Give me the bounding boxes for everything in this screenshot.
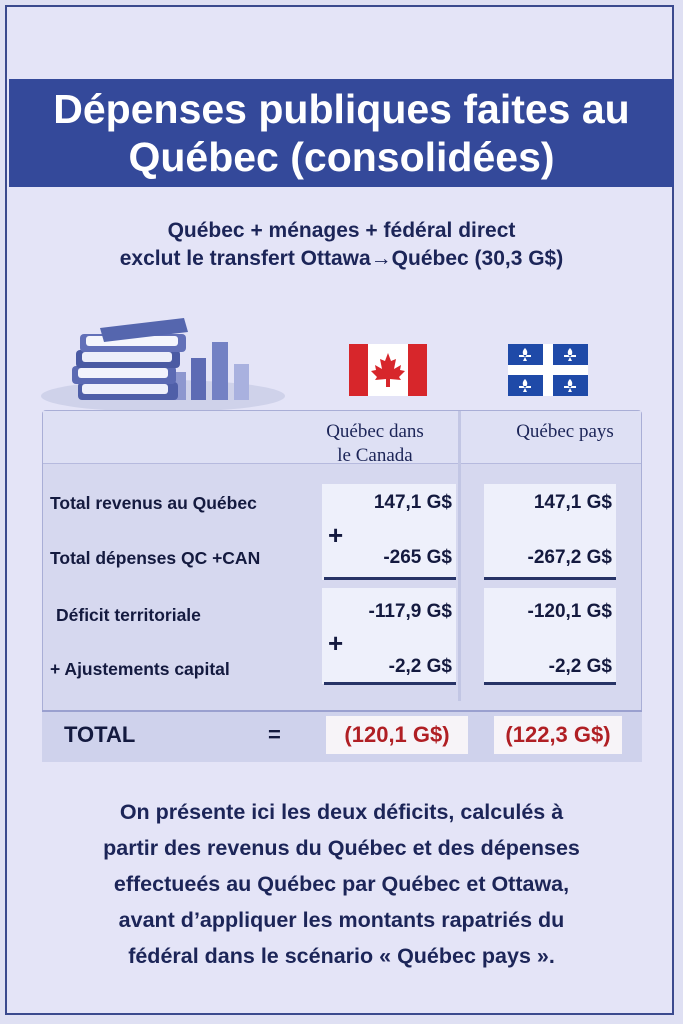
value-ajustements-pays: -2,2 G$ <box>548 656 612 677</box>
footer-note: On présente ici les deux déficits, calculés à partir des revenus du Québec et des dépenses effectueés au Québec par Québec et Ottawa, avant d’appliquer les montants rapatriés du fédéral dans le scénario « Québec pays ». <box>103 800 580 968</box>
row-label-revenus: Total revenus au Québec <box>50 493 257 513</box>
books-stack-icon <box>38 310 288 420</box>
value-depenses-pays: -267,2 G$ <box>527 547 612 568</box>
value-revenus-canada: 147,1 G$ <box>373 492 452 513</box>
column-header-quebec-canada: Québec dans le Canada <box>326 421 424 466</box>
value-deficit-canada: -117,9 G$ <box>368 601 452 622</box>
subtitle <box>0 217 683 273</box>
quebec-flag-icon <box>508 344 588 396</box>
total-equals: = <box>268 722 281 747</box>
title-line-1: Dépenses publiques faites au <box>53 86 630 132</box>
plus-sign: + <box>328 628 344 658</box>
title-line-2: Québec (consolidées) <box>128 134 555 180</box>
total-label: TOTAL <box>64 722 136 747</box>
subtitle-line-2: exclut le transfert Ottawa→Québec (30,3 G$) <box>119 247 564 270</box>
title-banner <box>9 79 674 187</box>
value-depenses-canada: -265 G$ <box>383 547 452 568</box>
total-value-canada: (120,1 G$) <box>326 716 468 754</box>
sum-rule <box>484 682 616 685</box>
row-label-deficit: Déficit territoriale <box>56 605 201 625</box>
sum-rule <box>484 577 616 580</box>
value-ajustements-canada: -2,2 G$ <box>388 656 452 677</box>
canada-flag-icon <box>349 344 427 396</box>
value-deficit-pays: -120,1 G$ <box>527 601 612 622</box>
column-header-quebec-pays: Québec pays <box>516 421 614 442</box>
total-value-pays: (122,3 G$) <box>494 716 622 754</box>
row-label-depenses: Total dépenses QC +CAN <box>50 548 261 568</box>
value-revenus-pays: 147,1 G$ <box>533 492 612 513</box>
row-label-ajustements: + Ajustements capital <box>50 659 230 679</box>
page-title <box>12 85 672 181</box>
sum-rule <box>324 682 456 685</box>
sum-rule <box>324 577 456 580</box>
plus-sign: + <box>328 520 344 550</box>
subtitle-line-1: Québec + ménages + fédéral direct <box>167 219 516 242</box>
